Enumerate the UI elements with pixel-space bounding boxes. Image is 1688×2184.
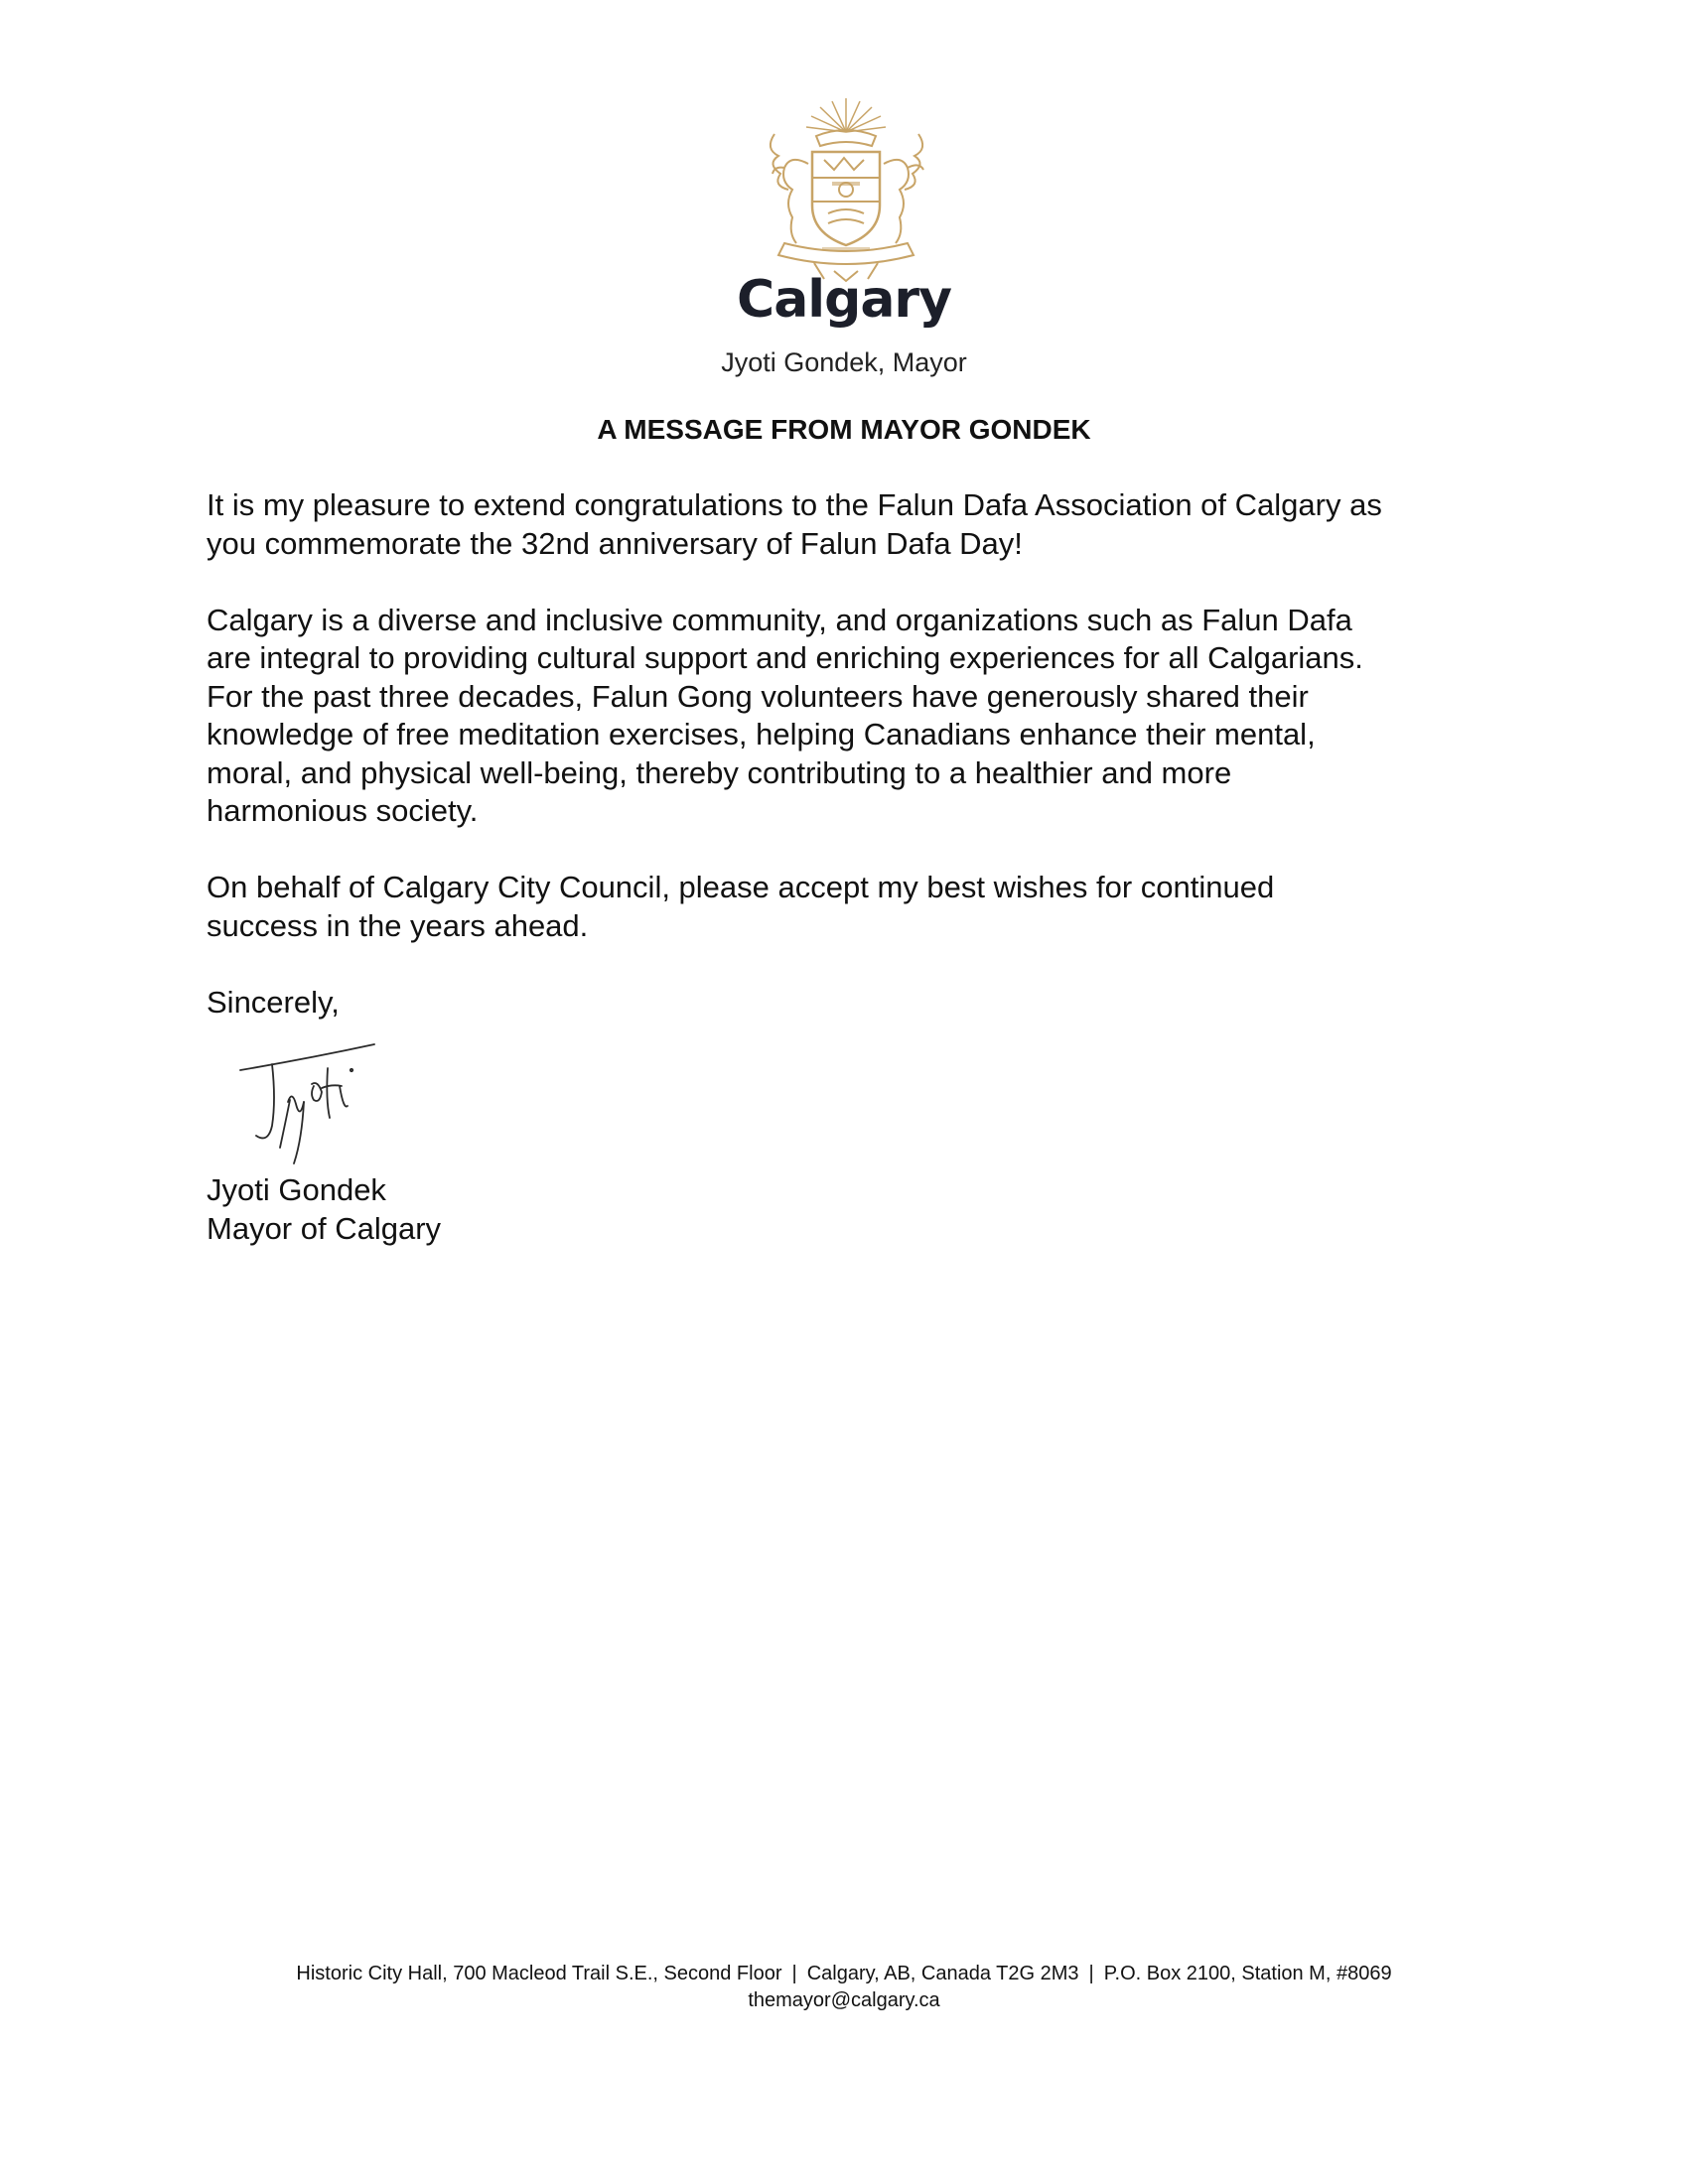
body-line: are integral to providing cultural support and enriching experiences for all Calgarians.	[207, 640, 1363, 675]
body-line: harmonious society.	[207, 793, 479, 828]
letter-heading: A MESSAGE FROM MAYOR GONDEK	[597, 414, 1091, 445]
coat-of-arms-icon	[745, 94, 948, 283]
footer-separator: |	[1088, 1963, 1094, 1984]
footer-separator: |	[791, 1963, 797, 1984]
footer-po-box: P.O. Box 2100, Station M, #8069	[1103, 1963, 1392, 1984]
body-line: Calgary is a diverse and inclusive community, and organizations such as Falun Dafa	[207, 602, 1352, 637]
handwritten-signature-icon	[230, 1040, 419, 1167]
footer-address: Historic City Hall, 700 Macleod Trail S.E., Second Floor	[296, 1963, 782, 1984]
body-line: knowledge of free meditation exercises, helping Canadians enhance their mental,	[207, 717, 1316, 751]
city-wordmark: Calgary	[737, 270, 951, 330]
footer-email[interactable]: themayor@calgary.ca	[748, 1989, 940, 2011]
paragraph-congratulations	[207, 486, 1497, 563]
footer-city: Calgary, AB, Canada T2G 2M3	[806, 1963, 1079, 1984]
closing-line: Sincerely,	[207, 984, 340, 1020]
signoff-title: Mayor of Calgary	[207, 1210, 442, 1246]
body-line: For the past three decades, Falun Gong volunteers have generously shared their	[207, 678, 1309, 714]
letterhead-footer	[0, 1961, 1688, 2014]
paragraph-closing	[207, 984, 1497, 1023]
footer-address-line	[0, 1961, 1688, 1987]
letterhead-mayor-line: Jyoti Gondek, Mayor	[721, 347, 967, 377]
signoff-name: Jyoti Gondek	[207, 1172, 386, 1207]
signoff-block	[207, 1171, 441, 1248]
body-line: you commemorate the 32nd anniversary of Falun Dafa Day!	[207, 525, 1023, 561]
paragraph-best-wishes	[207, 869, 1497, 945]
body-line: It is my pleasure to extend congratulations to the Falun Dafa Association of Calgary as	[207, 487, 1382, 522]
body-line: moral, and physical well-being, thereby contributing to a healthier and more	[207, 754, 1232, 790]
body-line: success in the years ahead.	[207, 907, 589, 943]
paragraph-community	[207, 602, 1497, 831]
body-line: On behalf of Calgary City Council, please accept my best wishes for continued	[207, 870, 1275, 904]
letter-body	[207, 486, 1497, 1060]
